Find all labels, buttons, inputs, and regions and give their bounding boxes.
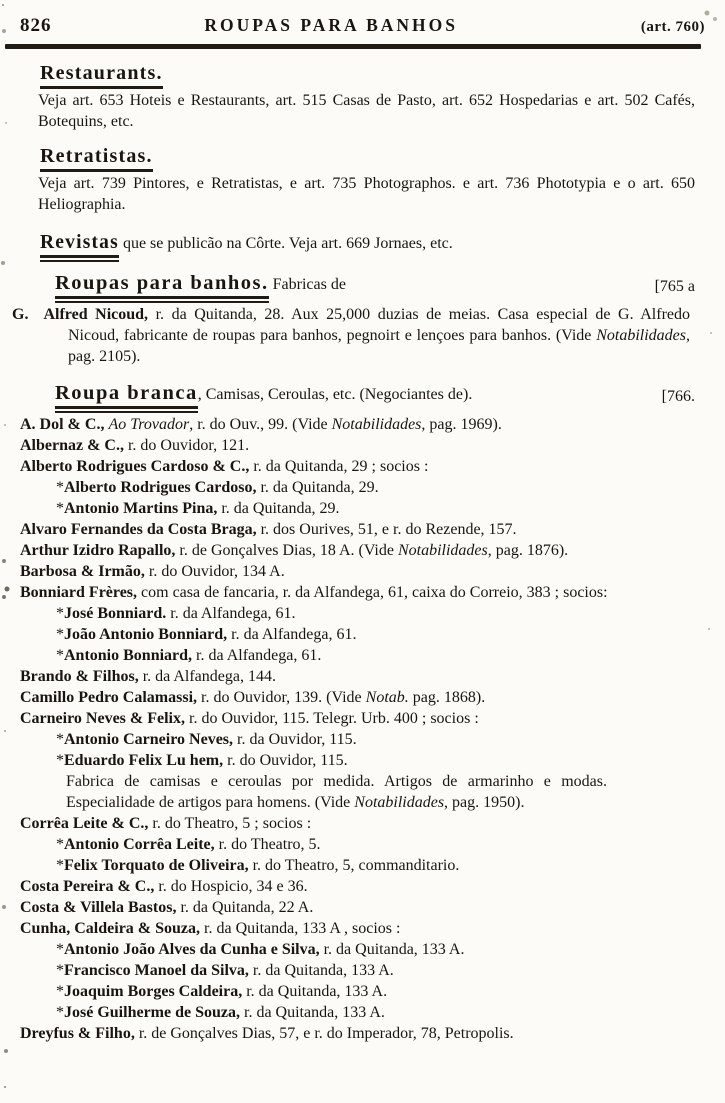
entry-segment: Carneiro Neves & Felix, [20, 710, 185, 727]
heading-after-text: Fabricas de [268, 276, 346, 293]
directory-entry [8, 960, 677, 981]
entry-segment: Joaquim Borges Caldeira, [64, 983, 243, 1000]
directory-entry [8, 729, 677, 750]
entry-segment: Camillo Pedro Calamassi, [20, 689, 198, 706]
directory-entry [8, 1002, 677, 1023]
entry-segment: * [56, 605, 64, 622]
section-retratistas [0, 145, 725, 215]
entry-lead-initial: G. [12, 306, 29, 323]
section-roupas-para-banhos [0, 270, 725, 367]
directory-entry [8, 666, 677, 687]
entry-segment: r. do Hospicio, 34 e 36. [154, 878, 308, 895]
directory-entry [8, 897, 677, 918]
entry-segment: * [56, 1004, 64, 1021]
entry-segment: r. da Quitanda, 28. Aux 25,000 duzias de meias. Casa especial de G. Alfredo Nicoud, fabricante de roupas para banhos, pegnoirt e lençoes para banhos. (Vide [68, 306, 690, 344]
headline-revistas [40, 230, 695, 257]
entry-segment: r. de Gonçalves Dias, 57, e r. do Imperador, 78, Petropolis. [134, 1025, 514, 1042]
directory-entry [8, 876, 677, 897]
entry-segment: Albernaz & C., [20, 437, 124, 454]
entry-segment: Bonniard Frères, [20, 584, 138, 601]
entry-segment: r. da Quitanda, 133 A , socios : [200, 920, 401, 937]
entry-segment: Dreyfus & Filho, [20, 1025, 135, 1042]
entry-segment: Antonio Bonniard, [64, 647, 193, 664]
entry-segment: r. da Quitanda, 133 A. [240, 1004, 385, 1021]
entry-segment: com casa de fancaria, r. da Alfandega, 61, caixa do Correio, 383 ; socios: [137, 584, 608, 601]
entry-segment: * [56, 857, 64, 874]
entry-segment: * [56, 500, 64, 517]
entry-segment: Antonio Corrêa Leite, [64, 836, 215, 853]
article-number-ref: [766. [661, 388, 695, 405]
entry-segment: * [56, 752, 64, 769]
directory-entry [8, 477, 677, 498]
entry-segment: Alberto Rodrigues Cardoso & C., [20, 458, 250, 475]
entry-segment: r. da Quitanda, 29 ; socios : [249, 458, 429, 475]
heading-after-text: que se publicão na Côrte. Veja art. 669 Jornaes, etc. [118, 235, 453, 252]
entry-segment: Eduardo Felix Lu hem, [64, 752, 224, 769]
entry-segment: * [56, 731, 64, 748]
entry-segment: * [56, 983, 64, 1000]
entry-segment: r. do Ouvidor, 121. [123, 437, 250, 454]
entry-segment: r. da Quitanda, 133 A. [319, 941, 465, 958]
directory-entry [6, 304, 690, 367]
entry-segment: r. da Alfandega, 61. [227, 626, 357, 643]
heading-text: Restaurants. [40, 62, 163, 89]
entry-segment: A. Dol & C., [20, 416, 105, 433]
directory-entry [8, 456, 677, 477]
entry-segment: r. da Alfandega, 144. [138, 668, 276, 685]
directory-entry [8, 834, 677, 855]
entry-segment: João Antonio Bonniard, [64, 626, 228, 643]
directory-entry [8, 414, 677, 435]
entry-segment: r. do Theatro, 5. [214, 836, 321, 853]
entry-segment: r. do Theatro, 5 ; socios : [148, 815, 312, 832]
entry-segment: r. da Quitanda, 22 A. [176, 899, 314, 916]
entry-segment: , pag. 1950). [444, 794, 525, 811]
directory-entry [8, 708, 677, 729]
directory-entry [8, 498, 677, 519]
page-number: 826 [20, 15, 52, 36]
entry-segment: Notabilidades [596, 327, 686, 344]
directory-entry [8, 813, 677, 834]
scan-noise-specks [2, 4, 4, 6]
page-header [0, 0, 725, 37]
entry-segment: * [56, 962, 64, 979]
entry-segment: r. da Alfandega, 61. [192, 647, 322, 664]
entry-segment: Barbosa & Irmão, [20, 563, 145, 580]
section-heading-retratistas [40, 145, 725, 168]
entry-segment: r. do Theatro, 5, commanditario. [248, 857, 460, 874]
entry-segment: , pag. 1876). [487, 542, 569, 559]
directory-entry [8, 624, 677, 645]
entry-segment: r. do Ouvidor, 134 A. [144, 563, 285, 580]
entry-segment: r. dos Ourives, 51, e r. do Rezende, 157. [256, 521, 517, 538]
entry-segment: * [56, 626, 64, 643]
directory-entry [8, 645, 677, 666]
directory-entry [8, 540, 677, 561]
entry-segment: pag. 1868). [408, 689, 486, 706]
entry-segment: * [56, 941, 64, 958]
entry-segment: r. da Ouvidor, 115. [233, 731, 357, 748]
section-revistas [0, 230, 725, 257]
entry-segment: Antonio João Alves da Cunha e Silva, [64, 941, 320, 958]
entry-segment: r. da Quitanda, 29. [217, 500, 340, 517]
directory-entry [8, 582, 677, 603]
directory-entry [8, 981, 677, 1002]
entry-segment: Cunha, Caldeira & Souza, [20, 920, 201, 937]
entry-segment: , pag. 1969). [421, 416, 502, 433]
entry-segment: r. da Quitanda, 29. [256, 479, 379, 496]
directory-entries-roupas-para-banhos [6, 304, 690, 367]
entry-segment: * [56, 836, 64, 853]
headline-roupa-branca [55, 380, 695, 408]
section-intro-retratistas: Veja art. 739 Pintores, e Retratistas, e art. 735 Photographos. e art. 736 Phototypia e o art. 650 Heliographia. [38, 175, 695, 213]
entry-segment: Antonio Carneiro Neves, [64, 731, 234, 748]
directory-entry [8, 1023, 677, 1044]
heading-text: Revistas [40, 232, 119, 258]
directory-entry [8, 771, 677, 813]
entry-segment: Notab. [365, 689, 409, 706]
entry-segment: Notabilidades [331, 416, 422, 433]
directory-entry [8, 687, 677, 708]
entry-segment: Antonio Martins Pina, [64, 500, 218, 517]
entry-segment: José Bonniard. [64, 605, 167, 622]
entry-segment: , r. do Ouv., 99. (Vide [189, 416, 332, 433]
section-heading-restaurants [40, 62, 725, 85]
entry-segment: * [56, 479, 64, 496]
article-reference: (art. 760) [640, 19, 705, 35]
entry-segment: r. do Ouvidor, 115. Telegr. Urb. 400 ; socios : [185, 710, 479, 727]
header-rule [5, 44, 701, 49]
entry-segment: Corrêa Leite & C., [20, 815, 149, 832]
heading-text: Roupas para banhos. [55, 272, 269, 299]
directory-entry [8, 561, 677, 582]
running-title: ROUPAS PARA BANHOS [204, 15, 458, 35]
directory-entry [8, 750, 677, 771]
entry-segment: r. da Quitanda, 133 A. [242, 983, 388, 1000]
entry-segment: * [56, 647, 64, 664]
directory-entry [8, 603, 677, 624]
entry-segment: Costa & Villela Bastos, [20, 899, 177, 916]
directory-entry [8, 435, 677, 456]
directory-entry [8, 855, 677, 876]
directory-entry [8, 519, 677, 540]
entry-segment: Alvaro Fernandes da Costa Braga, [20, 521, 257, 538]
entry-segment: Notabilidades [354, 794, 445, 811]
entry-segment: r. do Ouvidor, 139. (Vide [197, 689, 366, 706]
heading-text: Roupa branca [55, 382, 198, 409]
entry-segment: Costa Pereira & C., [20, 878, 155, 895]
entry-segment: r. da Alfandega, 61. [166, 605, 296, 622]
directory-entry [8, 939, 677, 960]
directory-entries-roupa-branca [8, 414, 677, 1044]
entry-segment: Arthur Izidro Rapallo, [20, 542, 176, 559]
entry-segment: r. de Gonçalves Dias, 18 A. (Vide [175, 542, 398, 559]
entry-segment: r. da Quitanda, 133 A. [248, 962, 394, 979]
heading-after-text: , Camisas, Ceroulas, etc. (Negociantes de). [197, 386, 473, 403]
entry-segment: Brando & Filhos, [20, 668, 139, 685]
section-roupa-branca [0, 380, 725, 1044]
directory-entry [8, 918, 677, 939]
section-intro-restaurants: Veja art. 653 Hoteis e Restaurants, art. 515 Casas de Pasto, art. 652 Hospedarias e art. 502 Cafés, Botequins, etc. [38, 92, 695, 130]
entry-segment: r. do Ouvidor, 115. [223, 752, 348, 769]
article-number-ref: [765 a [654, 278, 695, 295]
section-restaurants [0, 62, 725, 132]
entry-segment: Ao Trovador [108, 416, 190, 433]
entry-segment: Francisco Manoel da Silva, [64, 962, 249, 979]
heading-text: Retratistas. [40, 145, 153, 172]
entry-segment: , pag. 2105). [68, 327, 690, 365]
entry-segment: Felix Torquato de Oliveira, [64, 857, 249, 874]
headline-roupas-para-banhos [55, 270, 695, 298]
entry-segment: Alberto Rodrigues Cardoso, [64, 479, 257, 496]
entry-segment: Fabrica de camisas e ceroulas por medida. Artigos de armarinho e modas. Especialidade de artigos para homens. (Vide [66, 773, 607, 811]
entry-segment: Alfred Nicoud, [43, 306, 149, 323]
entry-segment: Notabilidades [397, 542, 488, 559]
entry-segment: José Guilherme de Souza, [64, 1004, 240, 1021]
